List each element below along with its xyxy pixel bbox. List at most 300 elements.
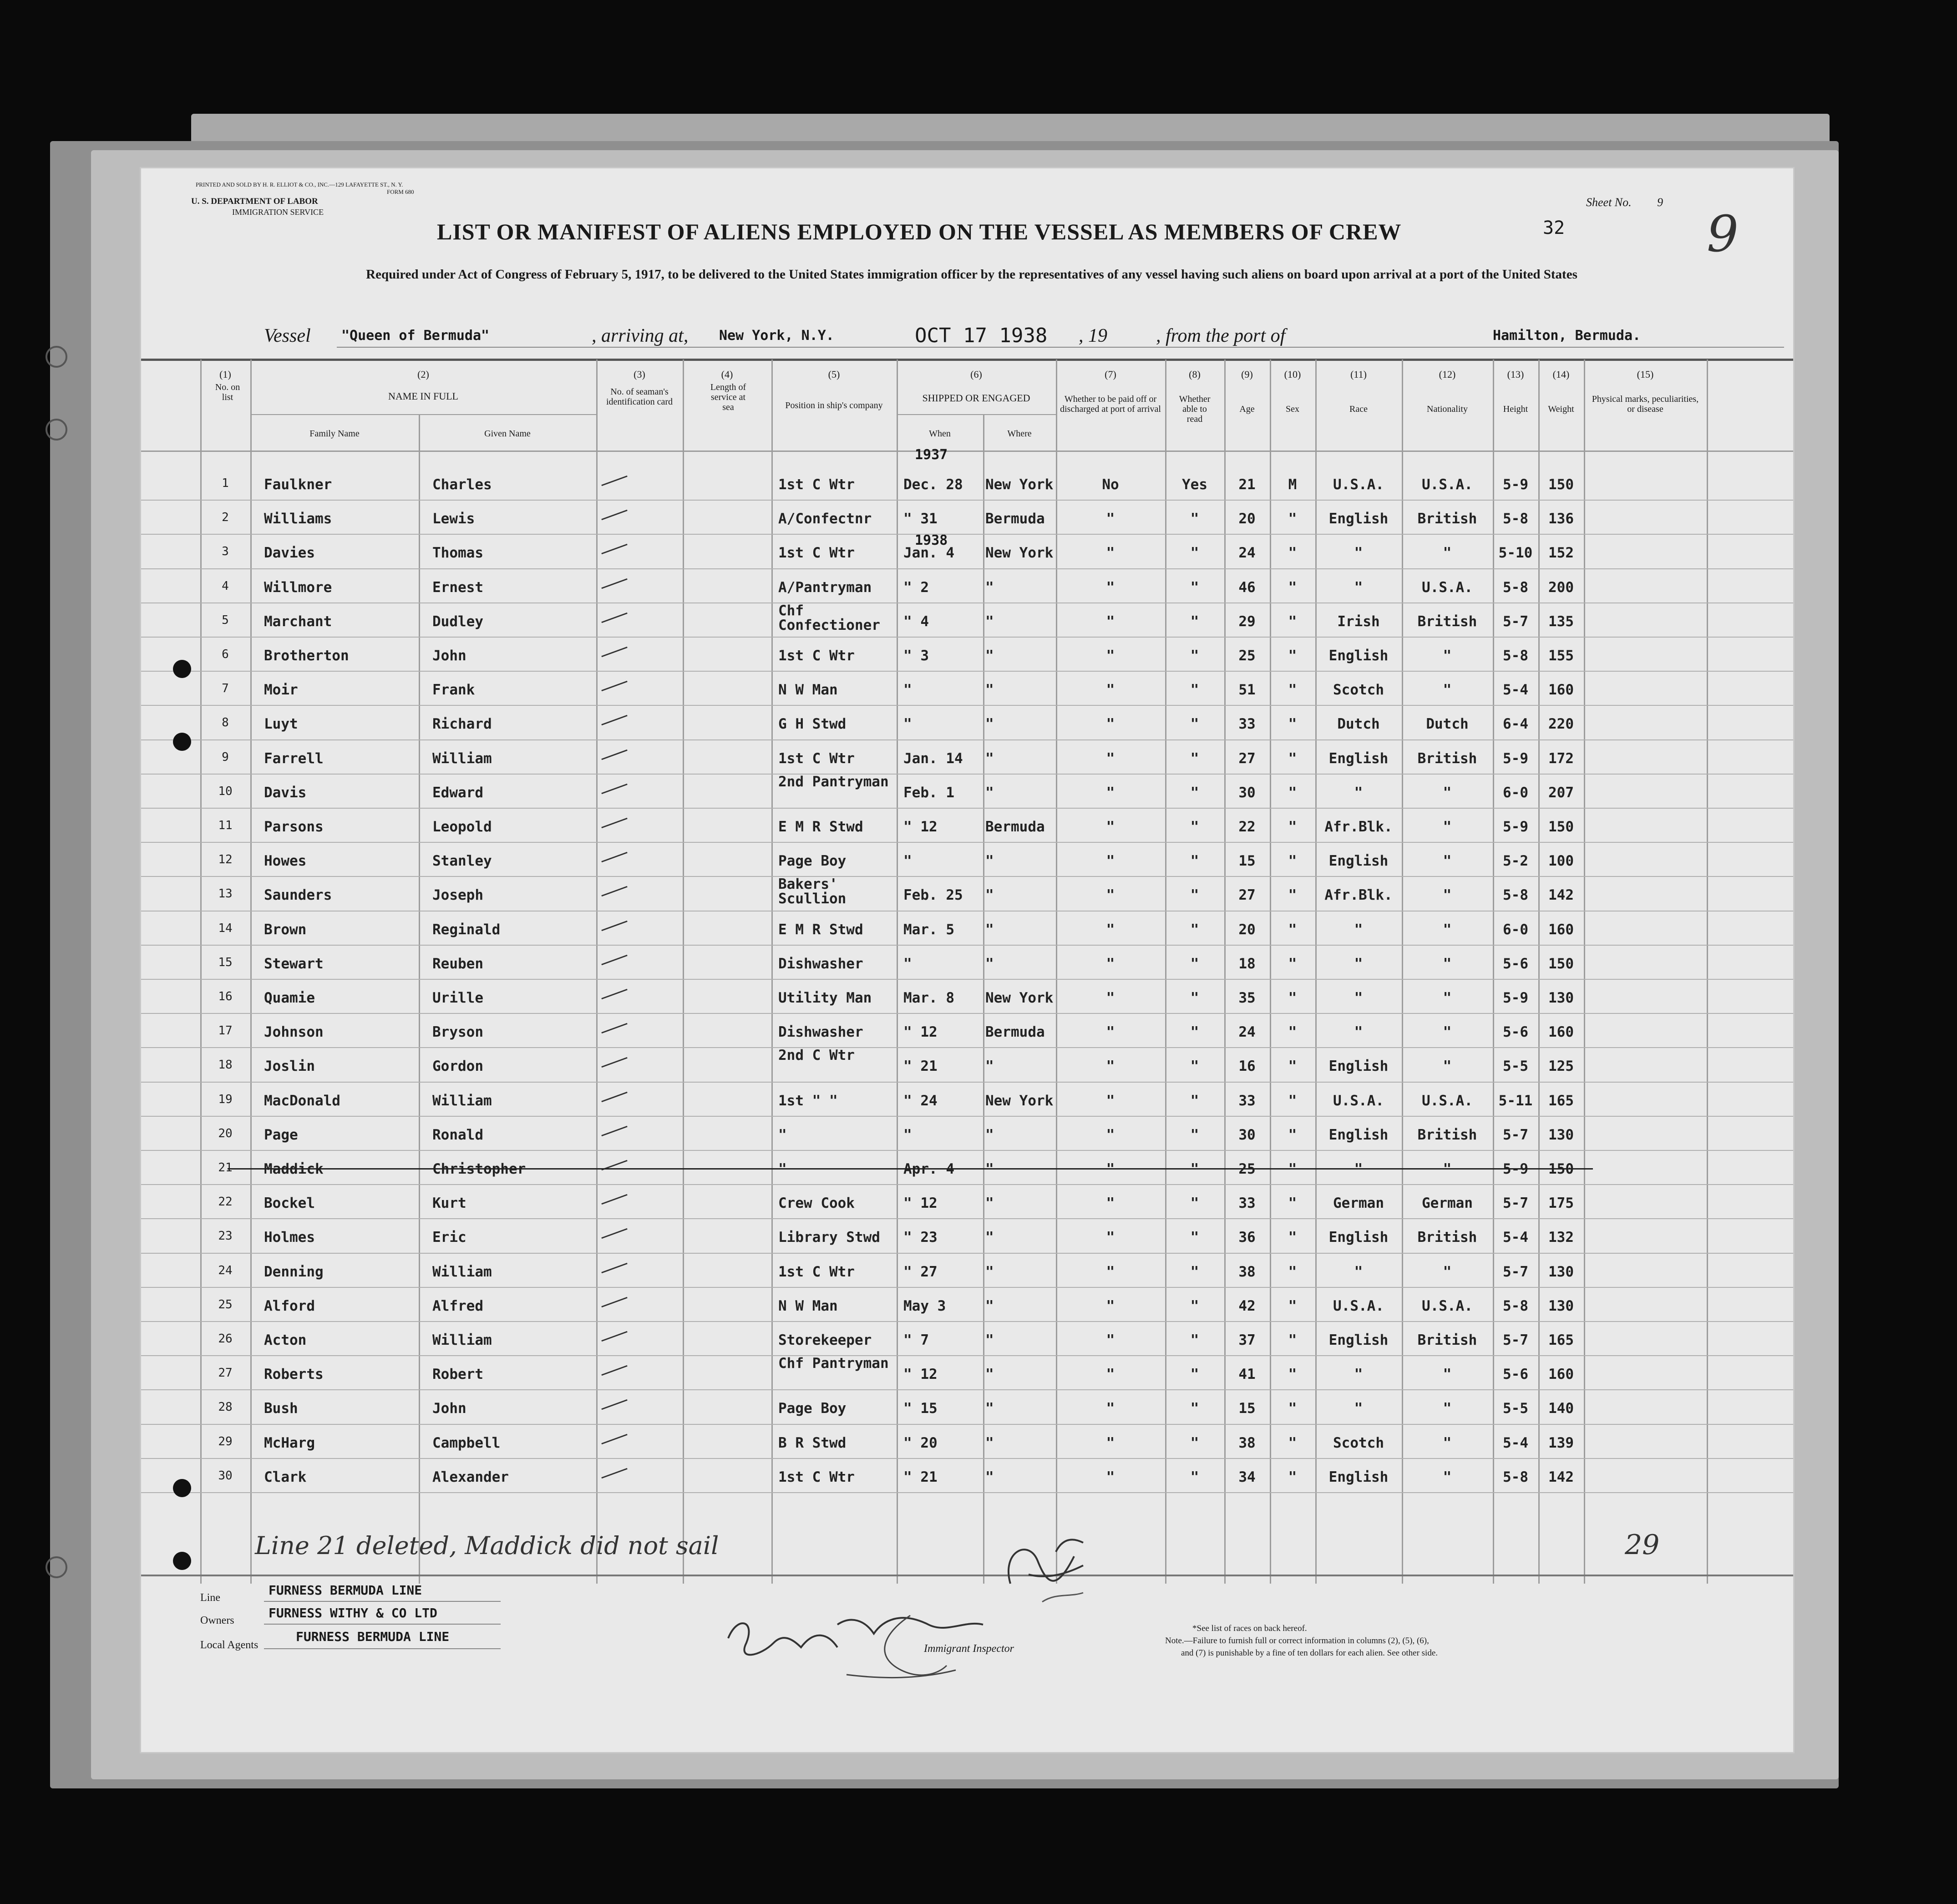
cell-family: Clark [264,1469,307,1485]
col-num: (4) [721,369,733,380]
cell-nat: British [1417,750,1477,767]
cell-family: Brotherton [264,648,349,664]
card-tick-mark [601,1399,627,1410]
binder-hole [46,419,67,441]
cell-when: " [903,716,912,733]
cell-weight: 175 [1548,1195,1574,1212]
cell-when: " 3 [903,648,929,664]
cell-sex: " [1288,1126,1297,1143]
cell-no: 27 [218,1366,233,1380]
cell-where: " [985,955,994,972]
card-tick-mark [601,578,627,588]
cell-read: " [1190,1058,1199,1075]
cell-weight: 100 [1548,853,1574,870]
cell-race: Afr.Blk. [1324,819,1393,835]
year-label: , 19 [1079,325,1107,346]
cell-where: " [985,1058,994,1075]
cell-height: 5-8 [1503,1469,1528,1485]
cell-weight: 150 [1548,955,1574,972]
table-row [141,1356,1793,1390]
sheet-number-handwritten: 9 [1707,205,1739,263]
cell-height: 5-7 [1503,613,1528,630]
cell-paid: " [1106,1195,1115,1212]
cell-height: 5-8 [1503,648,1528,664]
col-num: (12) [1439,369,1456,380]
cell-family: Howes [264,853,307,870]
cell-paid: " [1106,1469,1115,1485]
cell-where: New York [985,990,1054,1006]
cell-height: 5-6 [1503,1024,1528,1041]
card-tick-mark [601,852,627,862]
card-tick-mark [601,647,627,657]
col-head-given: Given Name [484,429,531,439]
cell-position: Crew Cook [778,1195,855,1212]
cell-race: " [1354,921,1363,938]
cell-no: 29 [218,1434,233,1448]
cell-position: Library Stwd [778,1229,880,1246]
cell-where: " [985,1161,994,1177]
cell-nat: " [1443,545,1452,562]
cell-paid: " [1106,784,1115,801]
cell-when: Feb. 1 [903,784,954,801]
cell-height: 5-5 [1503,1400,1528,1417]
cell-when: Jan. 14 [903,750,963,767]
cell-weight: 142 [1548,887,1574,904]
cell-paid: " [1106,613,1115,630]
cell-nat: " [1443,819,1452,835]
cell-read: " [1190,1092,1199,1109]
cell-age: 24 [1238,1024,1256,1041]
card-tick-mark [601,1262,627,1273]
cell-height: 5-8 [1503,887,1528,904]
cell-family: Bockel [264,1195,315,1212]
cell-race: German [1333,1195,1384,1212]
cell-race: " [1354,784,1363,801]
cell-position: Dishwasher [778,955,863,972]
cell-no: 26 [218,1332,233,1346]
punch-hole [173,660,191,678]
cell-race: Dutch [1337,716,1380,733]
table-row [141,877,1793,911]
cell-sex: " [1288,784,1297,801]
cell-sex: " [1288,1434,1297,1451]
cell-family: MacDonald [264,1092,340,1109]
owners-value: FURNESS WITHY & CO LTD [269,1605,437,1620]
cell-weight: 150 [1548,1161,1574,1177]
cell-family: Alford [264,1297,315,1314]
cell-sex: " [1288,716,1297,733]
cell-when: " [903,682,912,699]
cell-height: 5-8 [1503,579,1528,596]
cell-read: " [1190,955,1199,972]
cell-given: Eric [432,1229,466,1246]
cell-position: Chf Confectioner [778,602,880,633]
cell-sex: " [1288,1229,1297,1246]
cell-nat: U.S.A. [1422,579,1473,596]
cell-nat: " [1443,887,1452,904]
cell-read: " [1190,1366,1199,1383]
col-num: (2) [417,369,429,380]
cell-where: " [985,1126,994,1143]
cell-age: 46 [1238,579,1256,596]
cell-weight: 130 [1548,990,1574,1006]
cell-sex: " [1288,955,1297,972]
cell-sex: " [1288,613,1297,630]
page-title: LIST OR MANIFEST OF ALIENS EMPLOYED ON THE VESSEL AS MEMBERS OF CREW [437,219,1402,244]
cell-position: Chf Pantryman [778,1355,889,1372]
card-tick-mark [601,784,627,794]
cell-read: " [1190,1263,1199,1280]
cell-read: " [1190,1400,1199,1417]
cell-sex: " [1288,579,1297,596]
cell-paid: " [1106,853,1115,870]
cell-sex: " [1288,819,1297,835]
cell-nat: " [1443,648,1452,664]
cell-when: Mar. 8 [903,990,954,1006]
cell-family: Bush [264,1400,298,1417]
cell-nat: British [1417,613,1477,630]
cell-family: Johnson [264,1024,324,1041]
cell-height: 5-7 [1503,1195,1528,1212]
cell-race: English [1328,648,1389,664]
cell-height: 5-7 [1503,1332,1528,1348]
cell-weight: 160 [1548,1024,1574,1041]
col-head-age: Age [1239,404,1255,414]
cell-family: Williams [264,511,332,527]
cell-no: 1 [222,476,229,490]
cell-paid: No [1102,476,1119,493]
cell-given: William [432,1092,492,1109]
cell-given: William [432,1332,492,1348]
cell-when: " 4 [903,613,929,630]
cell-position: " [778,1161,787,1177]
cell-no: 15 [218,955,233,969]
cell-race: English [1328,853,1389,870]
cell-nat: U.S.A. [1422,476,1473,493]
inspector-signature [710,1524,1165,1697]
cell-when: " 15 [903,1400,938,1417]
cell-race: English [1328,750,1389,767]
cell-weight: 172 [1548,750,1574,767]
cell-paid: " [1106,579,1115,596]
cell-nat: " [1443,682,1452,699]
cell-age: 25 [1238,1161,1256,1177]
table-row [141,672,1793,706]
col-num: (6) [970,369,982,380]
cell-position: Dishwasher [778,1024,863,1041]
cell-age: 29 [1238,613,1256,630]
table-row [141,466,1793,501]
cell-sex: " [1288,1263,1297,1280]
cell-no: 17 [218,1024,233,1038]
cell-family: Roberts [264,1366,324,1383]
cell-age: 22 [1238,819,1256,835]
agents-label: Local Agents [200,1639,259,1651]
cell-weight: 160 [1548,682,1574,699]
card-tick-mark [601,544,627,554]
arrival-port: New York, N.Y. [719,328,834,344]
cell-given: Joseph [432,887,483,904]
col-num: (5) [828,369,840,380]
cell-position: 1st C Wtr [778,648,855,664]
cell-position: A/Pantryman [778,579,872,596]
col-num: (10) [1284,369,1301,380]
cell-when: " 20 [903,1434,938,1451]
cell-when: Apr. 4 [903,1161,954,1177]
cell-given: Reginald [432,921,501,938]
cell-paid: " [1106,955,1115,972]
cell-read: " [1190,682,1199,699]
cell-nat: " [1443,921,1452,938]
cell-paid: " [1106,1263,1115,1280]
cell-given: Edward [432,784,483,801]
cell-given: Robert [432,1366,483,1383]
table-row [141,843,1793,877]
cell-where: " [985,1195,994,1212]
cell-height: 5-2 [1503,853,1528,870]
card-tick-mark [601,886,627,896]
row-divider [141,1492,1793,1493]
cell-when: " 12 [903,819,938,835]
cell-weight: 130 [1548,1263,1574,1280]
line-label: Line [200,1592,220,1604]
cell-when: Jan. 4 [903,545,954,562]
cell-weight: 132 [1548,1229,1574,1246]
card-tick-mark [601,510,627,520]
cell-where: " [985,682,994,699]
col-head-name: NAME IN FULL [388,390,458,402]
cell-given: Lewis [432,511,475,527]
strikethrough-line [228,1168,1593,1170]
cell-age: 30 [1238,784,1256,801]
cell-family: Stewart [264,955,324,972]
cell-when: " 21 [903,1469,938,1485]
cell-position: 1st C Wtr [778,1263,855,1280]
table-row [141,1322,1793,1356]
col-num: (8) [1189,369,1201,380]
from-port-label: , from the port of [1156,325,1286,346]
cell-weight: 160 [1548,921,1574,938]
cell-weight: 200 [1548,579,1574,596]
cell-height: 5-11 [1498,1092,1533,1109]
col-head-race: Race [1349,404,1368,414]
table-row [141,946,1793,980]
cell-height: 5-8 [1503,1297,1528,1314]
cell-height: 5-6 [1503,955,1528,972]
table-row [141,706,1793,740]
cell-sex: " [1288,682,1297,699]
cell-when: " 31 [903,511,938,527]
card-tick-mark [601,1433,627,1444]
cell-read: Yes [1182,476,1207,493]
cell-sex: " [1288,545,1297,562]
cell-nat: German [1422,1195,1473,1212]
cell-position: " [778,1126,787,1143]
line-value: FURNESS BERMUDA LINE [269,1583,422,1598]
col-num: (13) [1507,369,1524,380]
col-head-sex: Sex [1286,404,1299,414]
cell-given: John [432,648,466,664]
cell-no: 10 [218,784,233,798]
cell-nat: " [1443,784,1452,801]
cell-when: " 21 [903,1058,938,1075]
cell-given: Kurt [432,1195,466,1212]
card-tick-mark [601,715,627,725]
card-tick-mark [601,1057,627,1068]
col-head-family: Family Name [309,429,360,439]
cell-height: 5-5 [1503,1058,1528,1075]
col-num: (15) [1637,369,1654,380]
vessel-name: "Queen of Bermuda" [341,328,490,344]
cell-sex: " [1288,990,1297,1006]
cell-race: " [1354,1024,1363,1041]
cell-when: Dec. 28 [903,476,963,493]
cell-no: 14 [218,921,233,935]
cell-no: 28 [218,1400,233,1414]
cell-nat: British [1417,1126,1477,1143]
agents-value: FURNESS BERMUDA LINE [296,1629,450,1644]
cell-weight: 130 [1548,1297,1574,1314]
cell-no: 2 [222,511,229,525]
cell-position: A/Confectnr [778,511,872,527]
cell-no: 24 [218,1263,233,1277]
cell-paid: " [1106,1366,1115,1383]
cell-when: May 3 [903,1297,946,1314]
cell-age: 34 [1238,1469,1256,1485]
cell-position: G H Stwd [778,716,847,733]
cell-read: " [1190,921,1199,938]
table-row [141,1014,1793,1048]
vessel-line [264,323,1784,350]
cell-race: " [1354,990,1363,1006]
cell-sex: " [1288,921,1297,938]
cell-position: Storekeeper [778,1332,872,1348]
card-tick-mark [601,1023,627,1033]
col-num: (1) [219,369,231,380]
page-number: 32 [1543,218,1565,238]
cell-age: 38 [1238,1434,1256,1451]
cell-sex: " [1288,1161,1297,1177]
cell-when: " 2 [903,579,929,596]
table-row [141,911,1793,946]
col-head-where: Where [1007,429,1032,439]
cell-paid: " [1106,1332,1115,1348]
cell-family: Denning [264,1263,324,1280]
cell-nat: British [1417,1332,1477,1348]
cell-where: Bermuda [985,819,1045,835]
cell-where: Bermuda [985,1024,1045,1041]
cell-family: Farrell [264,750,324,767]
cell-no: 21 [218,1161,233,1175]
cell-where: " [985,1434,994,1451]
cell-paid: " [1106,511,1115,527]
cell-race: " [1354,1366,1363,1383]
cell-paid: " [1106,819,1115,835]
cell-weight: 152 [1548,545,1574,562]
cell-race: English [1328,1332,1389,1348]
cell-read: " [1190,716,1199,733]
cell-race: U.S.A. [1333,1297,1384,1314]
table-row [141,740,1793,775]
cell-paid: " [1106,545,1115,562]
cell-position: 1st C Wtr [778,750,855,767]
cell-where: " [985,716,994,733]
card-tick-mark [601,476,627,486]
cell-no: 20 [218,1126,233,1140]
cell-nat: Dutch [1426,716,1469,733]
cell-where: New York [985,476,1054,493]
cell-read: " [1190,1161,1199,1177]
table-row [141,1288,1793,1322]
card-tick-mark [601,749,627,760]
cell-race: U.S.A. [1333,476,1384,493]
card-tick-mark [601,1194,627,1205]
binder-hole [46,346,67,368]
cell-age: 16 [1238,1058,1256,1075]
cell-position: B R Stwd [778,1434,847,1451]
cell-where: New York [985,1092,1054,1109]
cell-height: 5-4 [1503,1229,1528,1246]
cell-where: New York [985,545,1054,562]
cell-given: Alfred [432,1297,483,1314]
cell-weight: 165 [1548,1092,1574,1109]
cell-no: 23 [218,1229,233,1243]
card-tick-mark [601,1126,627,1136]
cell-nat: " [1443,1400,1452,1417]
cell-where: " [985,648,994,664]
cell-when: " 7 [903,1332,929,1348]
cell-nat: U.S.A. [1422,1297,1473,1314]
cell-paid: " [1106,716,1115,733]
cell-sex: " [1288,853,1297,870]
col-head-height: Height [1503,404,1528,414]
cell-height: 6-0 [1503,784,1528,801]
punch-hole [173,1552,191,1570]
cell-weight: 150 [1548,819,1574,835]
cell-position: Bakers' Scullion [778,876,847,907]
cell-weight: 139 [1548,1434,1574,1451]
cell-sex: " [1288,1469,1297,1485]
cell-given: Alexander [432,1469,509,1485]
cell-position: 1st " " [778,1092,838,1109]
cell-no: 30 [218,1469,233,1483]
col-head-card: No. of seaman's identification card [606,387,673,407]
cell-height: 6-0 [1503,921,1528,938]
table-row [141,1254,1793,1288]
cell-family: Maddick [264,1161,324,1177]
cell-no: 19 [218,1092,233,1106]
cell-race: Scotch [1333,682,1384,699]
handwritten-count: 29 [1625,1529,1660,1561]
cell-weight: 135 [1548,613,1574,630]
cell-race: Scotch [1333,1434,1384,1451]
cell-age: 20 [1238,921,1256,938]
cell-paid: " [1106,682,1115,699]
binder-hole [46,1556,67,1578]
cell-sex: " [1288,1332,1297,1348]
cell-given: Frank [432,682,475,699]
table-row [141,1048,1793,1082]
cell-height: 5-4 [1503,682,1528,699]
cell-where: " [985,784,994,801]
cell-given: Charles [432,476,492,493]
cell-when: Feb. 25 [903,887,963,904]
cell-family: Saunders [264,887,332,904]
card-tick-mark [601,613,627,623]
cell-race: English [1328,1058,1389,1075]
cell-when: " 12 [903,1195,938,1212]
cell-nat: " [1443,1024,1452,1041]
